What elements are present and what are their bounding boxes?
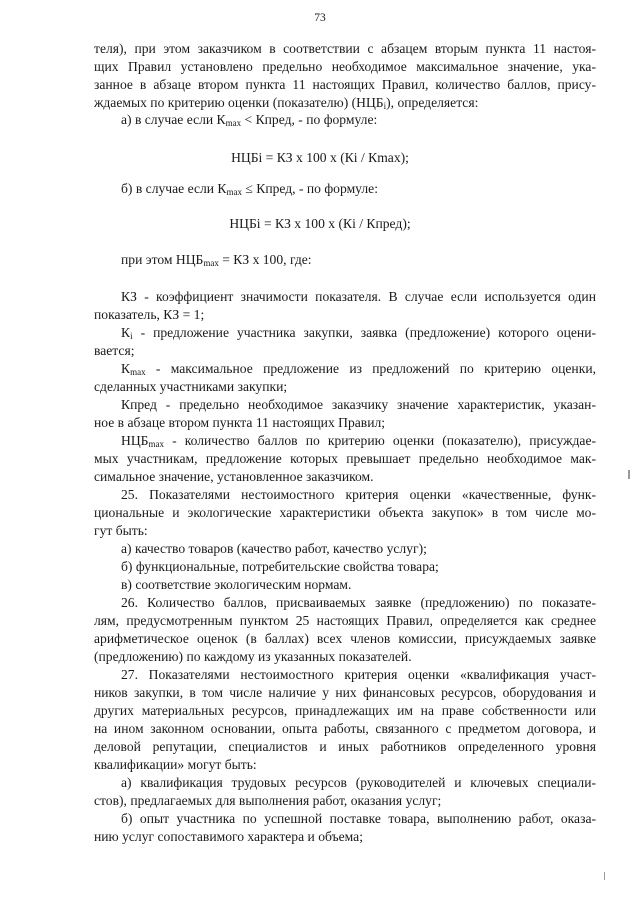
text-line: 25. Показателями нестоимостного критерия оценки «качественные, функ- <box>121 487 596 502</box>
text-line: нию услуг сопоставимого характера и объема; <box>94 829 363 844</box>
text-line: б) опыт участника по успешной поставке товара, выполнению работ, оказа- <box>121 811 596 826</box>
text-line: симальное значение, установленное заказчиком. <box>94 469 374 484</box>
text-line: 26. Количество баллов, присваиваемых заявке (предложению) по показате- <box>121 595 596 610</box>
formula-1: НЦБi = КЗ x 100 x (Кi / Кmax); <box>231 150 409 165</box>
text-line: $К_i$ - предложение участника закупки, заявка (предложение) которого оцени- <box>121 325 596 341</box>
text-line: квалификации» могут быть: <box>94 757 257 772</box>
text-line: гут быть: <box>94 523 148 538</box>
text-line: деловой репутации, специалистов и иных работников определенного уровня <box>94 739 596 754</box>
text-line: арифметическое оценок (в баллах) всех членов комиссии, присуждаемых заявке <box>94 631 596 646</box>
scan-mark <box>604 872 605 880</box>
text-line: стов), предлагаемых для выполнения работ, оказания услуг; <box>94 793 442 808</box>
text-line: других материальных ресурсов, принадлежащих им на праве собственности или <box>94 703 596 718</box>
text-line: показатель, КЗ = 1; <box>94 307 205 322</box>
text-line: мых участникам, предложение которых превышает предельно необходимое мак- <box>94 451 596 466</box>
page-number: 73 <box>314 12 326 24</box>
text-line: при этом $НЦБ_{max}$ = КЗ x 100, где: <box>121 252 312 268</box>
text-line: лям, предусмотренным пунктом 25 настоящих Правил, определяется как среднее <box>94 613 596 628</box>
text-line: Кпред - предельно необходимое заказчику значение характеристик, указан- <box>121 397 596 412</box>
text-line: вается; <box>94 343 135 358</box>
text-line: занное в абзаце втором пункта 11 настоящих Правил, количество баллов, прису- <box>94 77 596 92</box>
text-line: в) соответствие экологическим нормам. <box>121 577 352 592</box>
text-line: б) функциональные, потребительские свойства товара; <box>121 559 439 574</box>
text-line: (предложению) по каждому из указанных показателей. <box>94 649 412 664</box>
text-line: 27. Показателями нестоимостного критерия оценки «квалификация участ- <box>121 667 596 682</box>
text-line: а) квалификация трудовых ресурсов (руководителей и ключевых специали- <box>121 775 596 790</box>
text-line: б) в случае если $К_{max}$ ≤ Кпред, - по формуле: <box>121 181 378 197</box>
text-line: ждаемых по критерию оценки (показателю) $(НЦБ_i)$, определяется: <box>94 95 479 111</box>
text-line: $НЦБ_{max}$ - количество баллов по критерию оценки (показателю), присуждае- <box>121 433 596 449</box>
text-line: а) в случае если $К_{max}$ < Кпред, - по формуле: <box>121 112 378 128</box>
formula-2: НЦБi = КЗ x 100 x (Кi / Кпред); <box>229 216 411 231</box>
text-line: сделанных участниками закупки; <box>94 379 288 394</box>
text-line: ников закупки, в том числе наличие у них финансовых ресурсов, оборудования и <box>94 685 596 700</box>
scan-mark <box>628 470 630 479</box>
text-line: теля), при этом заказчиком в соответствии с абзацем вторым пункта 11 настоя- <box>94 41 596 56</box>
text-line: а) качество товаров (качество работ, качество услуг); <box>121 541 427 556</box>
text-line: $К_{max}$ - максимальное предложение из предложений по критерию оценки, <box>121 361 596 377</box>
text-line: ное в абзаце втором пункта 11 настоящих Правил; <box>94 415 386 430</box>
text-line: КЗ - коэффициент значимости показателя. В случае если используется один <box>121 289 596 304</box>
text-line: на ином законном основании, опыта работы, связанного с предметом договора, и <box>94 721 596 736</box>
text-line: циональные и экологические характеристики объекта закупок» в том числе мо- <box>94 505 596 520</box>
text-line: щих Правил установлено предельно необходимое максимальное значение, ука- <box>94 59 596 74</box>
